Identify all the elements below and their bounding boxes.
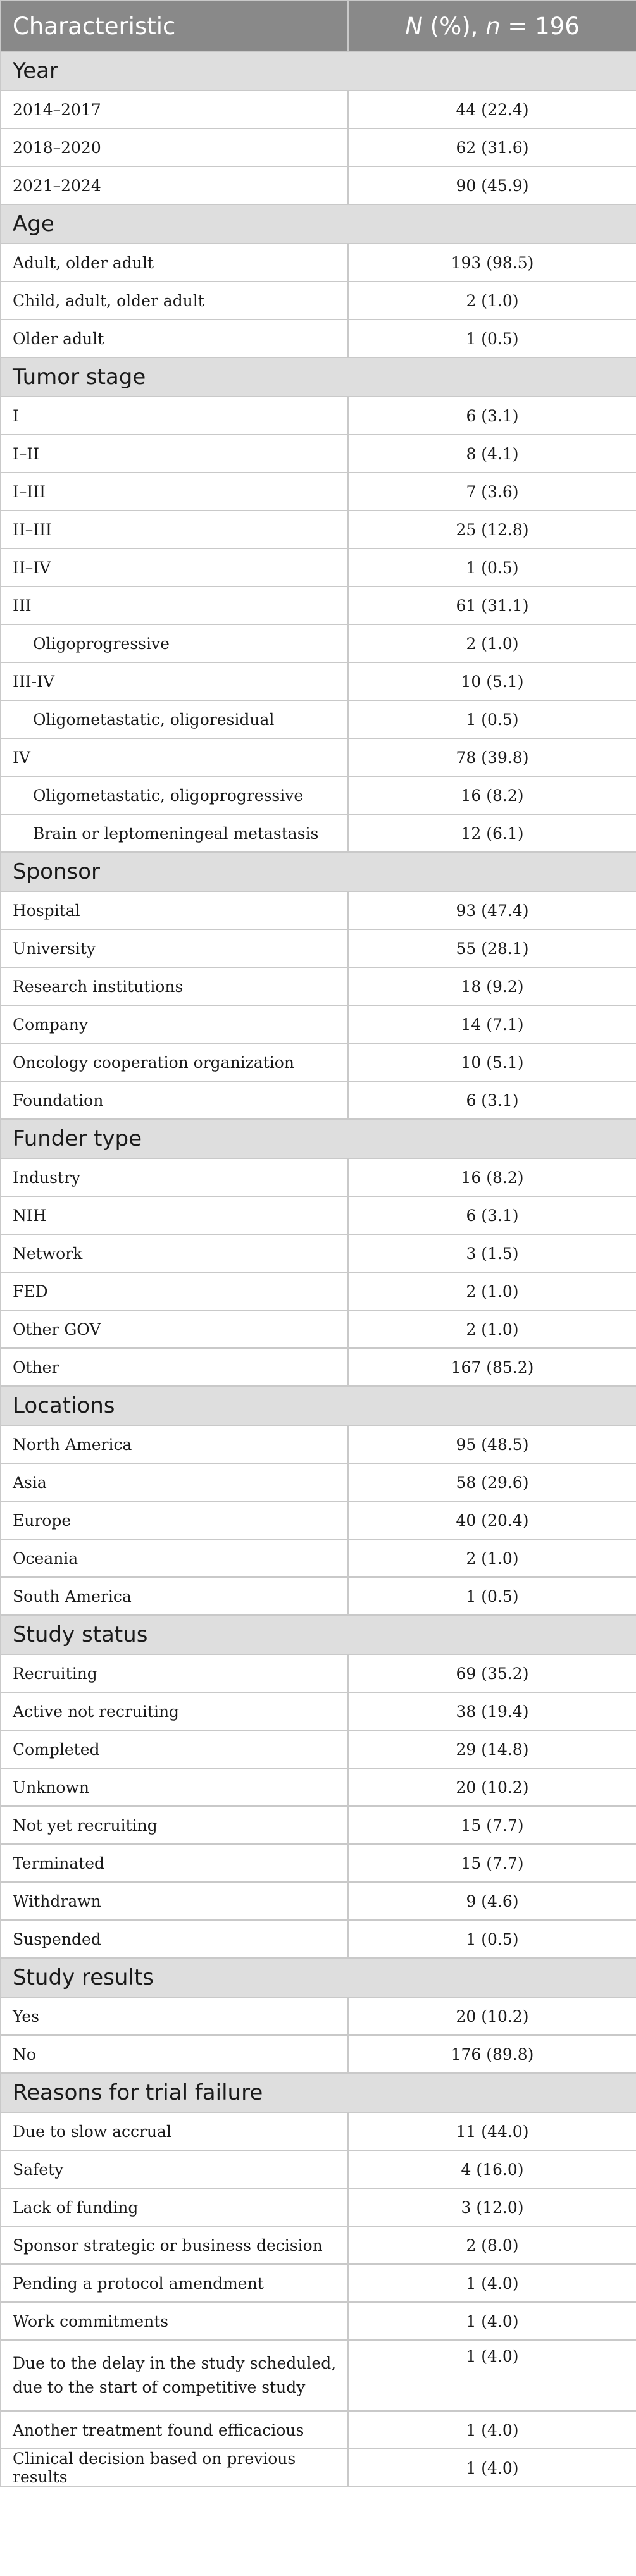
row-value: 8 (4.1): [348, 435, 636, 473]
table-row: [1, 2226, 636, 2264]
row-value: 78 (39.8): [348, 738, 636, 776]
section-heading: Sponsor: [1, 852, 636, 891]
section-heading: Reasons for trial failure: [1, 2073, 636, 2112]
section-row-funder-type: [1, 1119, 636, 1158]
section-row-study-status: [1, 1615, 636, 1654]
table-row: [1, 244, 636, 282]
row-label: Oncology cooperation organization: [1, 1043, 348, 1081]
section-heading: Age: [1, 204, 636, 244]
row-value: 2 (1.0): [348, 1310, 636, 1348]
row-label: Industry: [1, 1158, 348, 1196]
table-row: [1, 166, 636, 204]
table-row: [1, 90, 636, 128]
table-row: [1, 511, 636, 548]
row-value: 16 (8.2): [348, 1158, 636, 1196]
table-row: [1, 2340, 636, 2411]
table-row: [1, 662, 636, 700]
row-label: Research institutions: [1, 967, 348, 1005]
row-value: 90 (45.9): [348, 166, 636, 204]
section-row-sponsor: [1, 852, 636, 891]
row-label: Network: [1, 1234, 348, 1272]
table-row: [1, 929, 636, 967]
row-label: Child, adult, older adult: [1, 282, 348, 319]
row-label: Not yet recruiting: [1, 1806, 348, 1844]
row-label: Asia: [1, 1463, 348, 1501]
row-value: 10 (5.1): [348, 662, 636, 700]
row-label: II–IV: [1, 548, 348, 586]
row-label: Brain or leptomeningeal metastasis: [1, 814, 348, 852]
row-value: 1 (0.5): [348, 1920, 636, 1958]
row-label: Work commitments: [1, 2302, 348, 2340]
header-row: [1, 1, 636, 51]
row-value: 58 (29.6): [348, 1463, 636, 1501]
row-label: Foundation: [1, 1081, 348, 1119]
header-n-lowercase: n: [485, 12, 501, 40]
row-label: II–III: [1, 511, 348, 548]
row-value: 1 (4.0): [348, 2449, 636, 2487]
table-row: [1, 2112, 636, 2150]
row-value: 1 (0.5): [348, 1577, 636, 1615]
row-label: No: [1, 2035, 348, 2073]
table-row: [1, 1539, 636, 1577]
table-row: [1, 1997, 636, 2035]
row-label: 2018–2020: [1, 128, 348, 166]
row-value: 44 (22.4): [348, 90, 636, 128]
table-row: [1, 1272, 636, 1310]
row-value: 16 (8.2): [348, 776, 636, 814]
table-row: [1, 586, 636, 624]
row-label: Unknown: [1, 1768, 348, 1806]
row-value: 2 (1.0): [348, 1539, 636, 1577]
row-label: III: [1, 586, 348, 624]
row-value: 1 (0.5): [348, 319, 636, 357]
row-label: Hospital: [1, 891, 348, 929]
row-value: 4 (16.0): [348, 2150, 636, 2188]
table-row: [1, 1654, 636, 1692]
table-row: [1, 1158, 636, 1196]
row-label: Adult, older adult: [1, 244, 348, 282]
table-row: [1, 2449, 636, 2487]
table-row: [1, 282, 636, 319]
table-row: [1, 1234, 636, 1272]
table-row: [1, 738, 636, 776]
section-heading: Study status: [1, 1615, 636, 1654]
table-row: [1, 2188, 636, 2226]
row-label: University: [1, 929, 348, 967]
table-row: [1, 1806, 636, 1844]
row-value: 15 (7.7): [348, 1844, 636, 1882]
row-value: 1 (4.0): [348, 2302, 636, 2340]
table-row: [1, 1501, 636, 1539]
row-label: Oceania: [1, 1539, 348, 1577]
row-value: 1 (4.0): [348, 2264, 636, 2302]
row-value: 1 (4.0): [348, 2340, 636, 2411]
table-row: [1, 1844, 636, 1882]
row-value: 193 (98.5): [348, 244, 636, 282]
row-label: IV: [1, 738, 348, 776]
table-row: [1, 435, 636, 473]
section-row-age: [1, 204, 636, 244]
row-label: Oligometastatic, oligoprogressive: [1, 776, 348, 814]
row-value: 6 (3.1): [348, 397, 636, 435]
row-value: 9 (4.6): [348, 1882, 636, 1920]
table-row: [1, 2150, 636, 2188]
row-label: Other: [1, 1348, 348, 1386]
table-row: [1, 1882, 636, 1920]
table-row: [1, 1043, 636, 1081]
row-label: Oligoprogressive: [1, 624, 348, 662]
row-label: Due to slow accrual: [1, 2112, 348, 2150]
row-value: 3 (1.5): [348, 1234, 636, 1272]
row-value: 1 (0.5): [348, 548, 636, 586]
table-row: [1, 2035, 636, 2073]
table-row: [1, 1920, 636, 1958]
row-label: Clinical decision based on previous results: [1, 2449, 348, 2487]
row-label: I: [1, 397, 348, 435]
row-value: 2 (1.0): [348, 1272, 636, 1310]
row-label: Yes: [1, 1997, 348, 2035]
table-row: [1, 891, 636, 929]
section-heading: Locations: [1, 1386, 636, 1425]
section-heading: Year: [1, 51, 636, 90]
row-value: 55 (28.1): [348, 929, 636, 967]
row-value: 61 (31.1): [348, 586, 636, 624]
table-row: [1, 814, 636, 852]
table-row: [1, 624, 636, 662]
row-value: 11 (44.0): [348, 2112, 636, 2150]
row-label: FED: [1, 1272, 348, 1310]
row-label: Completed: [1, 1730, 348, 1768]
row-value: 6 (3.1): [348, 1196, 636, 1234]
table-row: [1, 548, 636, 586]
table-row: [1, 1577, 636, 1615]
row-label: Older adult: [1, 319, 348, 357]
header-total: = 196: [500, 12, 580, 40]
table-row: [1, 967, 636, 1005]
row-label: I–III: [1, 473, 348, 511]
section-heading: Tumor stage: [1, 357, 636, 397]
table-body: [1, 51, 636, 2487]
section-heading: Study results: [1, 1958, 636, 1997]
row-label: North America: [1, 1425, 348, 1463]
table-row: [1, 1730, 636, 1768]
row-label: Sponsor strategic or business decision: [1, 2226, 348, 2264]
row-value: 38 (19.4): [348, 1692, 636, 1730]
table-row: [1, 2302, 636, 2340]
row-value: 20 (10.2): [348, 1768, 636, 1806]
table-row: [1, 397, 636, 435]
row-value: 14 (7.1): [348, 1005, 636, 1043]
table-row: [1, 2264, 636, 2302]
row-label: Recruiting: [1, 1654, 348, 1692]
row-label: Another treatment found efficacious: [1, 2411, 348, 2449]
header-percent-label: (%),: [422, 12, 486, 40]
section-row-year: [1, 51, 636, 90]
row-value: 93 (47.4): [348, 891, 636, 929]
row-label: Lack of funding: [1, 2188, 348, 2226]
row-label: Withdrawn: [1, 1882, 348, 1920]
row-label: 2014–2017: [1, 90, 348, 128]
section-row-study-results: [1, 1958, 636, 1997]
row-label: Suspended: [1, 1920, 348, 1958]
row-label: Pending a protocol amendment: [1, 2264, 348, 2302]
row-value: 29 (14.8): [348, 1730, 636, 1768]
row-value: 167 (85.2): [348, 1348, 636, 1386]
table-row: [1, 1768, 636, 1806]
row-value: 25 (12.8): [348, 511, 636, 548]
table-header: [1, 1, 636, 51]
row-value: 69 (35.2): [348, 1654, 636, 1692]
table-row: [1, 1081, 636, 1119]
table-row: [1, 1692, 636, 1730]
row-label: Active not recruiting: [1, 1692, 348, 1730]
row-value: 3 (12.0): [348, 2188, 636, 2226]
row-value: 15 (7.7): [348, 1806, 636, 1844]
table-row: [1, 2411, 636, 2449]
section-row-locations: [1, 1386, 636, 1425]
table-row: [1, 128, 636, 166]
row-label: Safety: [1, 2150, 348, 2188]
row-label: Company: [1, 1005, 348, 1043]
table-row: [1, 1348, 636, 1386]
row-label: 2021–2024: [1, 166, 348, 204]
table-row: [1, 1196, 636, 1234]
section-heading: Funder type: [1, 1119, 636, 1158]
row-label: Oligometastatic, oligoresidual: [1, 700, 348, 738]
row-value: 176 (89.8): [348, 2035, 636, 2073]
table-row: [1, 473, 636, 511]
row-value: 1 (0.5): [348, 700, 636, 738]
table-row: [1, 1310, 636, 1348]
row-label: Due to the delay in the study scheduled, due to the start of competitive study: [1, 2340, 348, 2411]
row-label: Europe: [1, 1501, 348, 1539]
row-label: South America: [1, 1577, 348, 1615]
table-row: [1, 319, 636, 357]
row-value: 20 (10.2): [348, 1997, 636, 2035]
section-row-tumor-stage: [1, 357, 636, 397]
row-value: 95 (48.5): [348, 1425, 636, 1463]
row-value: 10 (5.1): [348, 1043, 636, 1081]
row-label: Other GOV: [1, 1310, 348, 1348]
row-value: 12 (6.1): [348, 814, 636, 852]
row-value: 1 (4.0): [348, 2411, 636, 2449]
row-label: III-IV: [1, 662, 348, 700]
row-value: 62 (31.6): [348, 128, 636, 166]
table-row: [1, 700, 636, 738]
row-label: NIH: [1, 1196, 348, 1234]
column-header-characteristic: Characteristic: [1, 1, 348, 51]
row-value: 2 (1.0): [348, 624, 636, 662]
section-row-reasons-for-trial-failure: [1, 2073, 636, 2112]
row-label: I–II: [1, 435, 348, 473]
row-value: 18 (9.2): [348, 967, 636, 1005]
row-value: 7 (3.6): [348, 473, 636, 511]
table-row: [1, 776, 636, 814]
row-value: 40 (20.4): [348, 1501, 636, 1539]
table-row: [1, 1425, 636, 1463]
row-value: 2 (8.0): [348, 2226, 636, 2264]
table-row: [1, 1463, 636, 1501]
table-row: [1, 1005, 636, 1043]
row-value: 6 (3.1): [348, 1081, 636, 1119]
header-n-symbol: N: [405, 12, 423, 40]
row-value: 2 (1.0): [348, 282, 636, 319]
row-label: Terminated: [1, 1844, 348, 1882]
column-header-count: [348, 1, 636, 51]
